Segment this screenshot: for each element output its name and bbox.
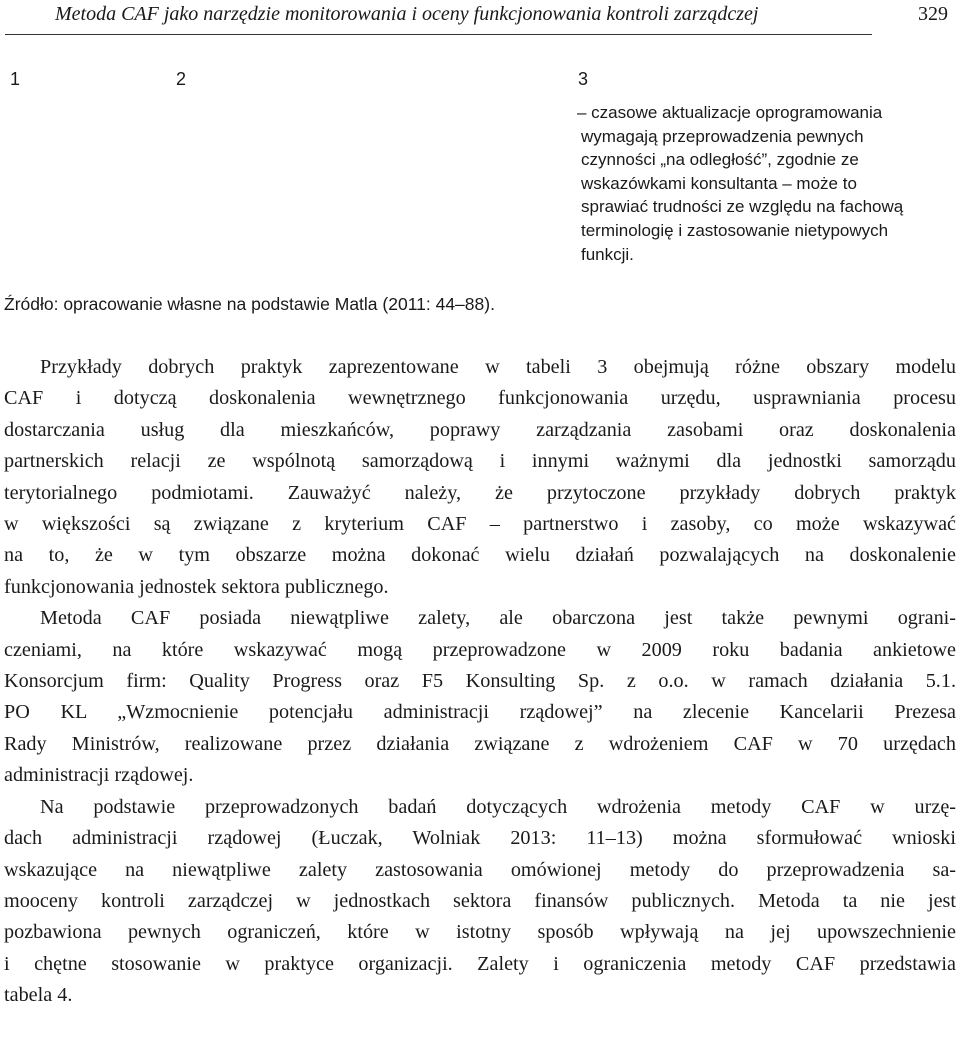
text-line: w większości są związane z kryterium CAF – partnerstwo i zasoby, co może wskazywać: [4, 513, 956, 536]
text-line: CAF i dotyczą doskonalenia wewnętrznego funkcjonowania urzędu, usprawniania procesu: [4, 387, 956, 410]
page-number: 329: [918, 3, 948, 25]
text-line: pozbawiona pewnych ograniczeń, które w istotny sposób wpływają na jej upowszechnienie: [4, 921, 956, 944]
body-text: [4, 352, 956, 1012]
table-fragment: [0, 60, 960, 330]
paragraph-2: [4, 603, 956, 791]
text-line: Metoda CAF posiada niewątpliwe zalety, ale obarczona jest także pewnymi ograni-: [40, 607, 956, 630]
text-line: tabela 4.: [4, 984, 73, 1007]
cell-line: wskazówkami konsultanta – może to: [581, 173, 857, 193]
text-line: i chętne stosowanie w praktyce organizacji. Zalety i ograniczenia metody CAF przedstawia: [4, 952, 956, 975]
cell-line: sprawiać trudności ze względu na fachową: [581, 197, 904, 217]
text-line: Przykłady dobrych praktyk zaprezentowane w tabeli 3 obejmują różne obszary modelu: [40, 356, 956, 378]
text-line: Rady Ministrów, realizowane przez działania związane z wdrożeniem CAF w 70 urzędach: [4, 732, 956, 755]
column-number-1: 1: [10, 69, 21, 89]
text-line: mooceny kontroli zarządczej w jednostkach sektora finansów publicznych. Metoda ta nie jest: [4, 889, 956, 912]
text-line: Na podstawie przeprowadzonych badań dotyczących wdrożenia metody CAF w urzę-: [40, 795, 956, 818]
text-line: terytorialnego podmiotami. Zauważyć należy, że przytoczone przykłady dobrych praktyk: [4, 481, 956, 504]
text-line: administracji rządowej.: [4, 764, 194, 787]
text-line: funkcjonowania jednostek sektora publicznego.: [4, 575, 389, 598]
paragraph-3: [4, 792, 956, 1012]
text-line: dach administracji rządowej (Łuczak, Wolniak 2013: 11–13) można sformułować wnioski: [4, 827, 956, 850]
cell-line: – czasowe aktualizacje oprogramowania: [577, 103, 883, 122]
table-source-note: Źródło: opracowanie własne na podstawie Matla (2011: 44–88).: [4, 294, 495, 314]
paragraph-1: [4, 352, 956, 603]
text-line: partnerskich relacji ze wspólnotą samorządową i innymi ważnymi dla jednostki samorządu: [4, 450, 956, 473]
header-rule: [5, 34, 872, 35]
text-line: czeniami, na które wskazywać mogą przeprowadzone w 2009 roku badania ankietowe: [4, 638, 956, 661]
cell-line: terminologię i zastosowanie nietypowych: [581, 220, 889, 240]
text-line: dostarczania usług dla mieszkańców, poprawy zarządzania zasobami oraz doskonalenia: [4, 418, 956, 441]
column-3-cell: [577, 101, 937, 266]
cell-line: wymagają przeprowadzenia pewnych: [581, 126, 864, 146]
text-line: na to, że w tym obszarze można dokonać wielu działań pozwalających na doskonalenie: [4, 544, 956, 567]
running-header-title: Metoda CAF jako narzędzie monitorowania i oceny funkcjonowania kontroli zarządczej: [55, 3, 759, 25]
text-line: Konsorcjum firm: Quality Progress oraz F5 Konsulting Sp. z o.o. w ramach działania 5.1.: [4, 670, 956, 693]
cell-line: czynności „na odległość”, zgodnie ze: [581, 150, 859, 170]
text-line: wskazujące na niewątpliwe zalety zastosowania omówionej metody do przeprowadzenia sa-: [4, 858, 956, 881]
column-number-2: 2: [176, 69, 187, 89]
cell-line: funkcji.: [581, 244, 634, 264]
column-number-3: 3: [578, 69, 589, 89]
text-line: PO KL „Wzmocnienie potencjału administracji rządowej” na zlecenie Kancelarii Prezesa: [4, 701, 956, 724]
running-header: [0, 0, 960, 40]
